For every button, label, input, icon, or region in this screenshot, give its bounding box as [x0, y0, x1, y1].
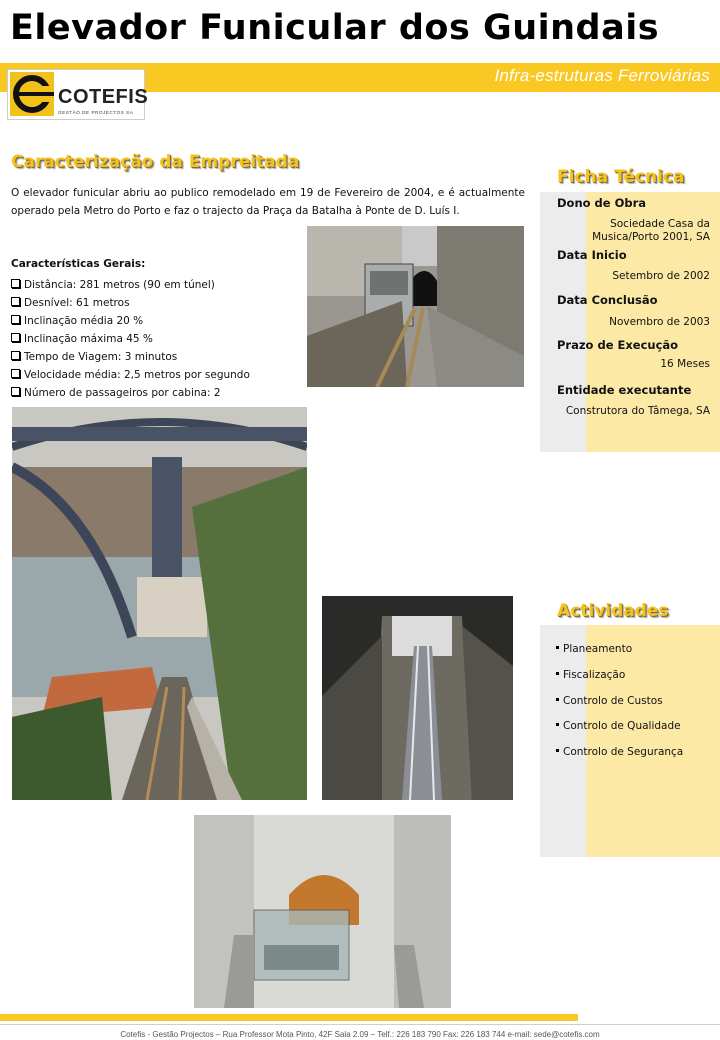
characteristic-text: Inclinação máxima 45 %	[24, 333, 153, 345]
bullet-icon	[556, 749, 559, 752]
logo-mark-icon	[10, 72, 54, 116]
inicio-label: Data Inicio	[557, 248, 627, 262]
photo-bridge-view	[12, 407, 307, 800]
actividade-text: Controlo de Custos	[563, 694, 663, 707]
bullet-icon	[556, 723, 559, 726]
photo-tunnel-tracks	[322, 596, 513, 800]
actividade-text: Planeamento	[563, 643, 633, 655]
characteristic-item	[11, 312, 250, 330]
checkbox-bullet-icon	[11, 387, 20, 396]
page-title: Elevador Funicular dos Guindais	[10, 8, 660, 48]
actividades-heading: Actividades	[557, 601, 669, 621]
bullet-icon	[556, 672, 559, 675]
characteristics-list	[11, 276, 250, 402]
dono-label: Dono de Obra	[557, 196, 647, 210]
cotefis-logo	[7, 69, 149, 120]
entidade-label: Entidade executante	[557, 383, 692, 397]
footer-band	[0, 1014, 578, 1021]
actividade-text: Fiscalização	[563, 668, 626, 681]
actividade-item	[556, 669, 683, 695]
section-heading-empreitada: Caracterização da Empreitada	[11, 152, 300, 172]
actividade-text: Controlo de Qualidade	[563, 720, 681, 733]
characteristic-item	[11, 348, 250, 366]
characteristic-item	[11, 330, 250, 348]
characteristic-text: Distância: 281 metros (90 em túnel)	[24, 279, 215, 291]
checkbox-bullet-icon	[11, 351, 20, 360]
logo-tagline: GESTÃO DE PROJECTOS SA	[58, 110, 134, 115]
intro-text: O elevador funicular abriu ao publico remodelado em 19 de Fevereiro de 2004, e é actualmente operado pela Metro do Porto e faz o trajecto da Praça da Batalha à Ponte de D. Luís I.	[11, 187, 525, 217]
characteristic-text: Inclinação média 20 %	[24, 315, 144, 327]
characteristic-item	[11, 366, 250, 384]
checkbox-bullet-icon	[11, 315, 20, 324]
characteristic-item	[11, 276, 250, 294]
actividades-list	[556, 643, 683, 772]
conclusao-label: Data Conclusão	[557, 293, 658, 307]
footer-text: Cotefis - Gestão Projectos – Rua Professor Mota Pinto, 42F Sala 2.09 – Telf.: 226 183 790 Fax: 226 183 744 e-mail: sede@cotefis.com	[120, 1030, 600, 1039]
characteristic-item	[11, 384, 250, 402]
actividade-item	[556, 746, 683, 772]
actividade-item	[556, 720, 683, 746]
actividade-text: Controlo de Segurança	[563, 746, 684, 759]
intro-paragraph	[11, 184, 525, 220]
characteristic-text: Velocidade média: 2,5 metros por segundo	[24, 369, 250, 381]
checkbox-bullet-icon	[11, 297, 20, 306]
characteristic-item	[11, 294, 250, 312]
actividade-item	[556, 643, 683, 669]
prazo-value: 16 Meses	[660, 358, 710, 370]
entidade-value: Construtora do Tâmega, SA	[565, 405, 710, 417]
conclusao-value: Novembro de 2003	[609, 316, 710, 328]
logo-name: COTEFIS	[58, 86, 149, 108]
checkbox-bullet-icon	[11, 369, 20, 378]
characteristic-text: Desnível: 61 metros	[24, 297, 130, 309]
bullet-icon	[556, 646, 559, 649]
checkbox-bullet-icon	[11, 333, 20, 342]
ficha-heading: Ficha Técnica	[557, 167, 685, 187]
footer-divider	[0, 1024, 720, 1025]
dono-value: Sociedade Casa da Musica/Porto 2001, SA	[592, 218, 710, 243]
checkbox-bullet-icon	[11, 279, 20, 288]
characteristic-text: Número de passageiros por cabina: 2	[24, 387, 221, 399]
bullet-icon	[556, 698, 559, 701]
prazo-label: Prazo de Execução	[557, 338, 679, 352]
actividade-item	[556, 695, 683, 721]
photo-cabin-above	[194, 815, 451, 1008]
page-subtitle: Infra-estruturas Ferroviárias	[494, 66, 710, 85]
photo-funicular-car	[307, 226, 524, 387]
inicio-value: Setembro de 2002	[612, 270, 710, 282]
characteristic-text: Tempo de Viagem: 3 minutos	[24, 351, 178, 363]
characteristics-heading: Características Gerais:	[11, 258, 146, 270]
